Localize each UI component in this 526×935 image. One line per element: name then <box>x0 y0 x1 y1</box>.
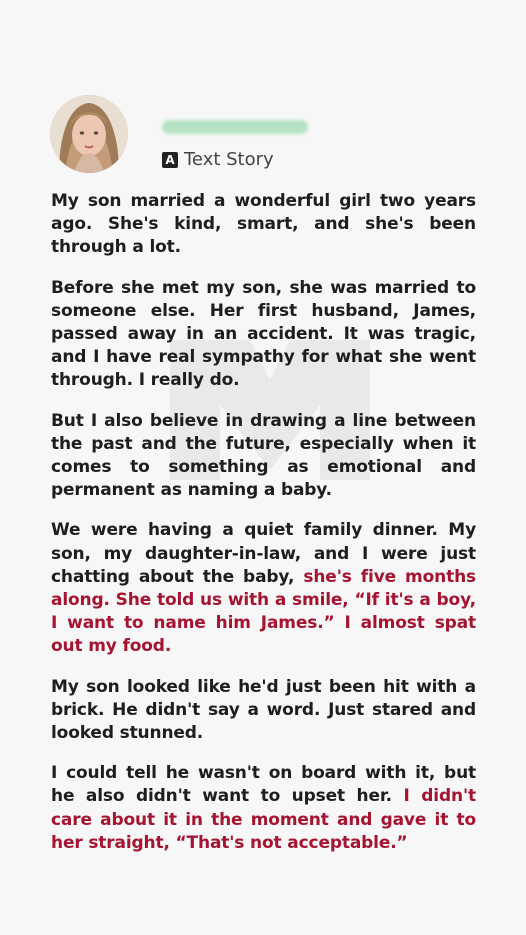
author-avatar[interactable] <box>50 95 128 173</box>
story-paragraph-1: My son married a wonderful girl two years ago. She's kind, smart, and she's been through a lot. <box>51 191 476 258</box>
story-paragraph-3: But I also believe in drawing a line between the past and the future, especially when it comes to something as emotional and permanent as naming a baby. <box>51 410 476 501</box>
story-header <box>50 95 480 175</box>
text-story-icon: A <box>162 152 178 168</box>
story-type-tag <box>162 149 274 170</box>
author-name-redacted <box>162 120 308 134</box>
story-paragraph-5: My son looked like he'd just been hit with a brick. He didn't say a word. Just stared and looked stunned. <box>51 676 476 744</box>
story-paragraph-4 <box>51 519 476 658</box>
story-body <box>51 190 476 872</box>
story-paragraph-6-highlight: I didn't care about it in the moment and gave it to her straight, “That's not acceptable.” <box>51 786 476 853</box>
avatar-photo <box>50 95 128 173</box>
story-paragraph-2: Before she met my son, she was married to someone else. Her first husband, James, passed away in an accident. It was tragic, and I have real sympathy for what she went through. I really do. <box>51 277 476 391</box>
story-paragraph-6 <box>51 762 476 855</box>
story-paragraph-6-normal: I could tell he wasn't on board with it, but he also didn't want to upset her. <box>51 763 476 807</box>
story-type-label: Text Story <box>184 149 274 170</box>
story-paragraph-4-normal: We were having a quiet family dinner. My son, my daughter-in-law, and I were just chatting about the baby, <box>51 520 476 587</box>
story-paragraph-4-highlight: she's five months along. She told us with a smile, “If it's a boy, I want to name him James.” I almost spat out my food. <box>51 566 476 657</box>
